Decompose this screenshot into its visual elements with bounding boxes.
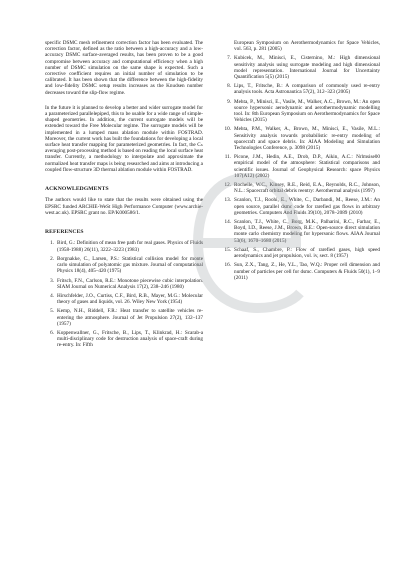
reference-text: Koppenwallner, G., Fritsche, B., Lips, T., Klinkrad, H.: Scarab-a multi-disciplinary code for destruction analysis of space-craft during re-entry. In: Fifth [57, 329, 203, 349]
reference-text: European Symposium on Aerothermodynamics for Space Vehicles, vol. 563, p. 281 (2005) [234, 40, 380, 53]
reference-number: 3. [50, 277, 54, 284]
reference-text: Rochelle, W.C., Kinsey, R.E., Reid, E.A., Reynolds, R.C., Johnson, N.L.: Spacecraft orbital debris reentry: Aerothermal analysis (1997) [234, 182, 380, 195]
reference-number: 16. [224, 262, 231, 269]
reference-number: 11. [224, 154, 231, 161]
references-heading: REFERENCES [45, 229, 84, 236]
reference-item [45, 240, 203, 252]
reference-text: Fritsch, F.N., Carlson, R.E.: Monotone piecewise cubic interpolation. SIAM Journal on Numerical Analysis 17(2), 238–246 (1980) [57, 277, 203, 290]
reference-text: Bird, G.: Definition of mean free path for real gases. Physics of Fluids (1958-1988) 26(11), 3222–3223 (1983) [57, 240, 203, 253]
reference-number: 14. [224, 219, 231, 226]
reference-item [222, 247, 380, 259]
reference-item [222, 182, 380, 194]
references-list-right [222, 40, 380, 281]
reference-number: 9. [227, 98, 231, 105]
reference-item [45, 293, 203, 305]
reference-item [222, 126, 380, 151]
reference-text: Sun, Z.X., Tang, Z., He, Y.L., Tao, W.Q.: Proper cell dimension and number of particles per cell for dsmc. Computers & Fluids 50(1), 1–9 (2011) [234, 262, 380, 281]
reference-item [222, 154, 380, 179]
reference-item [222, 83, 380, 95]
reference-number: 7. [227, 55, 231, 62]
acknowledgments-text: The authors would like to state that the results were obtained using the EPSRC funded ARCHIE-WeSt High Performance Computer (www.archie-west.ac.uk). EPSRC grant no. EP/K000586/1. [45, 197, 203, 216]
reference-item [222, 99, 380, 124]
reference-text: Kubicek, M., Minisci, E., Cisternino, M.: High dimensional sensitivity analysis using surrogate modeling and high dimensional model representation. International Journal for Uncertainty Quantification 5(5) (2015) [234, 55, 380, 81]
acknowledgments-heading: ACKNOWLEDGMENTS [45, 186, 109, 193]
reference-number: 5. [50, 308, 54, 315]
reference-item [45, 278, 203, 290]
reference-text: Lips, T., Fritsche, B.: A comparison of commonly used re-entry analysis tools. Acta Astronautica 57(2), 312–323 (2005) [234, 83, 380, 96]
reference-number: 4. [50, 292, 54, 299]
reference-number: 10. [224, 126, 231, 133]
reference-number: 6. [50, 329, 54, 336]
conclusion-paragraph-2: In the future it is planned to develop a better and wider surrogate model for a parameterized parallelepiped, this to be usable for a wide range of simple-shaped geometries. In addition, the current surrogate models will be extended toward the Free Molecular regime. The surrogate models will be implemented in a lumped mass ablation module within FOSTRAD. Moreover, the current work has built the foundations for developing a local surface heat transfer mapping for parameterized geometries. In fact, the Cₕ averaging post-processing method is based on reading the local surface heat transfer. Currently, a methodology to interpolate and approximate the normalized heat transfer maps is being researched and aims at introducing a coupled flow-structure 3D thermal ablation module within FOSTRAD. [45, 104, 203, 173]
reference-text: Schaaf, S., Chambre, P.: Flow of rarefied gases, high speed aerodynamics and jet propulsion, vol. iv, sect. 8 (1957) [234, 246, 380, 260]
reference-text: Mehta, P.M., Walker, A., Brown, M., Minisci, E., Vasile, M.L.: Sensitivity analysis towards probabilistic re-entry modeling of spacecraft and space debris. In: AIAA Modeling and Simulation Technologies Conference, p. 3098 (2015) [234, 126, 380, 152]
right-column [222, 40, 380, 284]
reference-item [45, 256, 203, 275]
reference-text: Scanlon, T.J., Roohi, E., White, C., Darbandi, M., Reese, J.M.: An open source, parallel dsmc code for rarefied gas flows in arbitrary geometries. Computers And Fluids 39(10), 2078–2089 (2010) [234, 197, 380, 216]
reference-item [45, 330, 203, 349]
reference-item [222, 55, 380, 80]
reference-item [222, 197, 380, 216]
reference-item [45, 308, 203, 327]
reference-text: Hirschfelder, J.O., Curtiss, C.F., Bird, R.B., Mayer, M.G.: Molecular theory of gases and liquids, vol. 26. Wiley New York (1954) [57, 292, 203, 306]
reference-item [222, 262, 380, 281]
left-column [45, 40, 203, 352]
reference-text: Picone, J.M., Hedin, A.E., Drob, D.P., Aikin, A.C.: Nrlmsise00 empirical model of the atmosphere: Statistical comparisons and scientific issues. Journal of Geophysical Research: space Physics 107(A12) (2002) [234, 154, 380, 179]
references-list-left [45, 240, 203, 348]
reference-number: 8. [227, 83, 231, 90]
reference-text: Kemp, N.H., Riddell, F.R.: Heat transfer to satellite vehicles re-entering the atmosphere. Journal of Jet Propulsion 27(2), 132–137 (1957) [57, 308, 203, 327]
reference-item [222, 219, 380, 244]
reference-item [222, 40, 380, 52]
reference-text: Borgnakke, C., Larsen, P.S.: Statistical collision model for monte carlo simulation of polyatomic gas mixture. Journal of computational Physics 18(4), 405–420 (1975) [57, 255, 203, 275]
reference-text: Mehta, P., Minisci, E., Vasile, M., Walker, A.C., Brown, M.: An open source hypersonic aerodynamic and aerothermodynamic modelling tool. In: 8th European Symposium on Aerothermodynamics for Space Vehicles (2015) [234, 98, 380, 124]
reference-number: 13. [224, 197, 231, 204]
reference-number: 1. [50, 240, 54, 247]
reference-number: 15. [224, 246, 231, 253]
conclusion-paragraph-1: specific DSMC mesh refinement correction factor has been evaluated. The correction factor, defined as the ratio between a high-accuracy and a low-accuracy DSMC surface-averaged results, has been proven to be a good compromise between accuracy and computational efficiency when a high number of DSMC simulation on the same shape is expected. Such a corrective coefficient requires an initial number of simulation to be calibrated. It has been shown that the difference between the high-fidelity and low-fidelity DSMC setup results increases as the Knudsen number decreases toward the slip-flow regime. [45, 40, 203, 96]
reference-text: Scanlon, T.J., White, C., Borg, M.K., Palharini, R.C., Farbar, E., Boyd, I.D., Reese, J.M., Brown, R.E.: Open-source direct simulation monte carlo chemistry modeling for hypersonic flows. AIAA Journal 53(6), 1670–1680 (2015) [234, 219, 380, 244]
reference-number: 12. [224, 182, 231, 189]
reference-number: 2. [50, 255, 54, 262]
